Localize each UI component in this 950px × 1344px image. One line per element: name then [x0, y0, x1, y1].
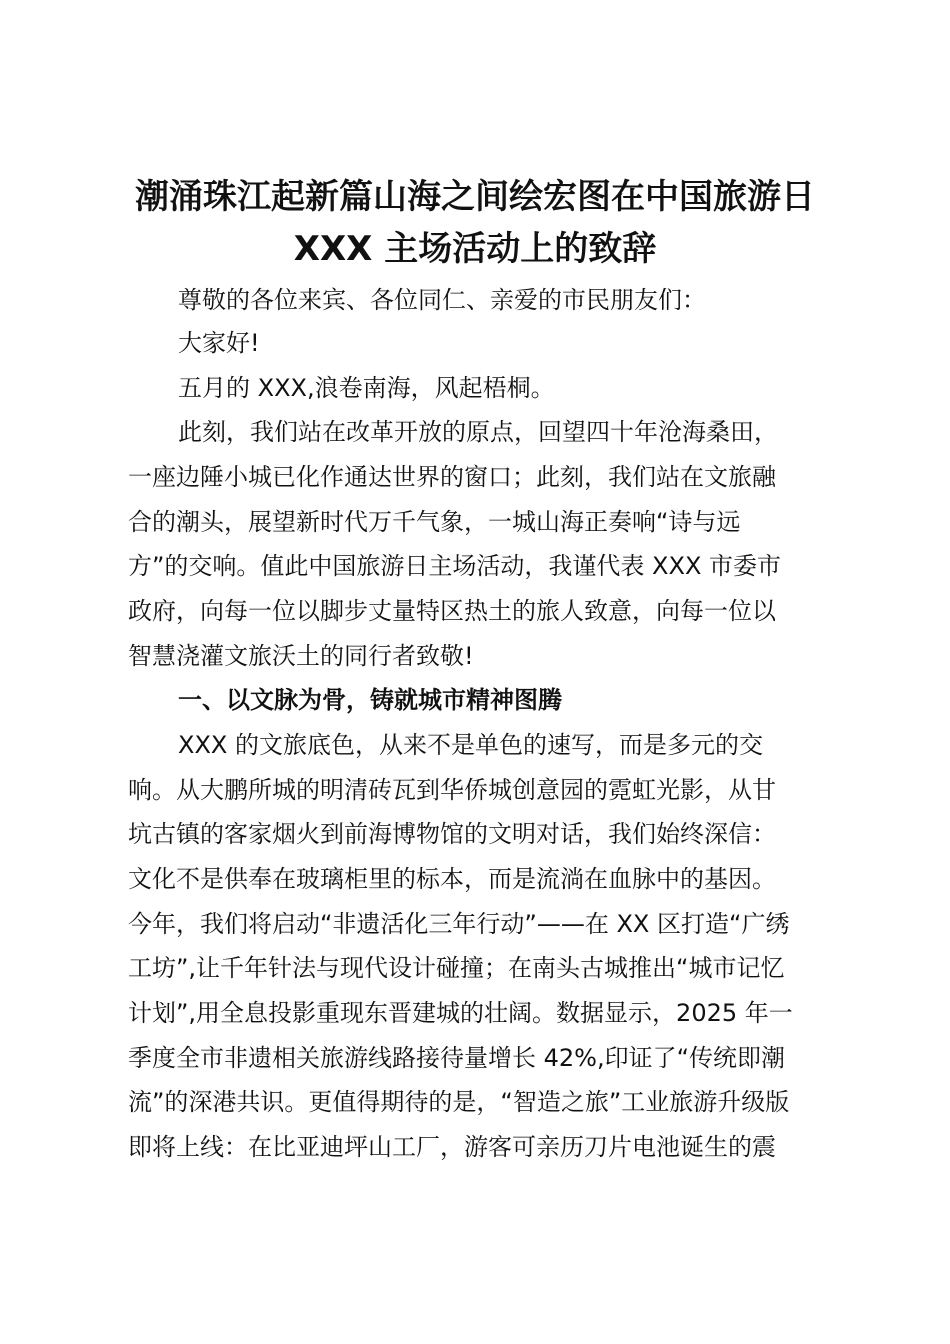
- paragraph2-line: 今年，我们将启动“非遗活化三年行动”——在 XX 区打造“广绣: [128, 910, 790, 938]
- section1-heading: 一、以文脉为骨，铸就城市精神图腾: [178, 686, 562, 714]
- paragraph2-line: 计划”,用全息投影重现东晋建城的壮阔。数据显示，2025 年一: [128, 999, 793, 1027]
- paragraph2-line: 文化不是供奉在玻璃柜里的标本，而是流淌在血脉中的基因。: [128, 865, 776, 893]
- paragraph2-line: 坑古镇的客家烟火到前海博物馆的文明对话，我们始终深信：: [128, 820, 776, 848]
- paragraph1-line: 此刻，我们站在改革开放的原点，回望四十年沧海桑田，: [178, 418, 778, 446]
- paragraph2-line: XXX 的文旅底色，从来不是单色的速写，而是多元的交: [178, 731, 763, 759]
- paragraph2-line: 流”的深港共识。更值得期待的是，“智造之旅”工业旅游升级版: [128, 1088, 790, 1116]
- paragraph1-line: 政府，向每一位以脚步丈量特区热土的旅人致意，向每一位以: [128, 597, 776, 625]
- salutation: 尊敬的各位来宾、各位同仁、亲爱的市民朋友们：: [178, 286, 706, 314]
- paragraph1-line: 合的潮头，展望新时代万千气象，一城山海正奏响“诗与远: [128, 508, 741, 536]
- paragraph2-line: 工坊”,让千年针法与现代设计碰撞；在南头古城推出“城市记忆: [128, 954, 785, 982]
- opening-line: 五月的 XXX,浪卷南海，风起梧桐。: [178, 374, 555, 402]
- title-line-2: XXX 主场活动上的致辞: [293, 229, 657, 269]
- greeting: 大家好!: [178, 329, 260, 357]
- paragraph2-line: 即将上线：在比亚迪坪山工厂，游客可亲历刀片电池诞生的震: [128, 1133, 776, 1161]
- paragraph1-line: 智慧浇灌文旅沃土的同行者致敬!: [128, 642, 474, 670]
- paragraph2-line: 响。从大鹏所城的明清砖瓦到华侨城创意园的霓虹光影，从甘: [128, 776, 776, 804]
- title-line-1: 潮涌珠江起新篇山海之间绘宏图在中国旅游日: [135, 177, 815, 217]
- paragraph1-line: 一座边陲小城已化作通达世界的窗口；此刻，我们站在文旅融: [128, 463, 776, 491]
- paragraph1-line: 方”的交响。值此中国旅游日主场活动，我谨代表 XXX 市委市: [128, 552, 782, 580]
- paragraph2-line: 季度全市非遗相关旅游线路接待量增长 42%,印证了“传统即潮: [128, 1044, 786, 1072]
